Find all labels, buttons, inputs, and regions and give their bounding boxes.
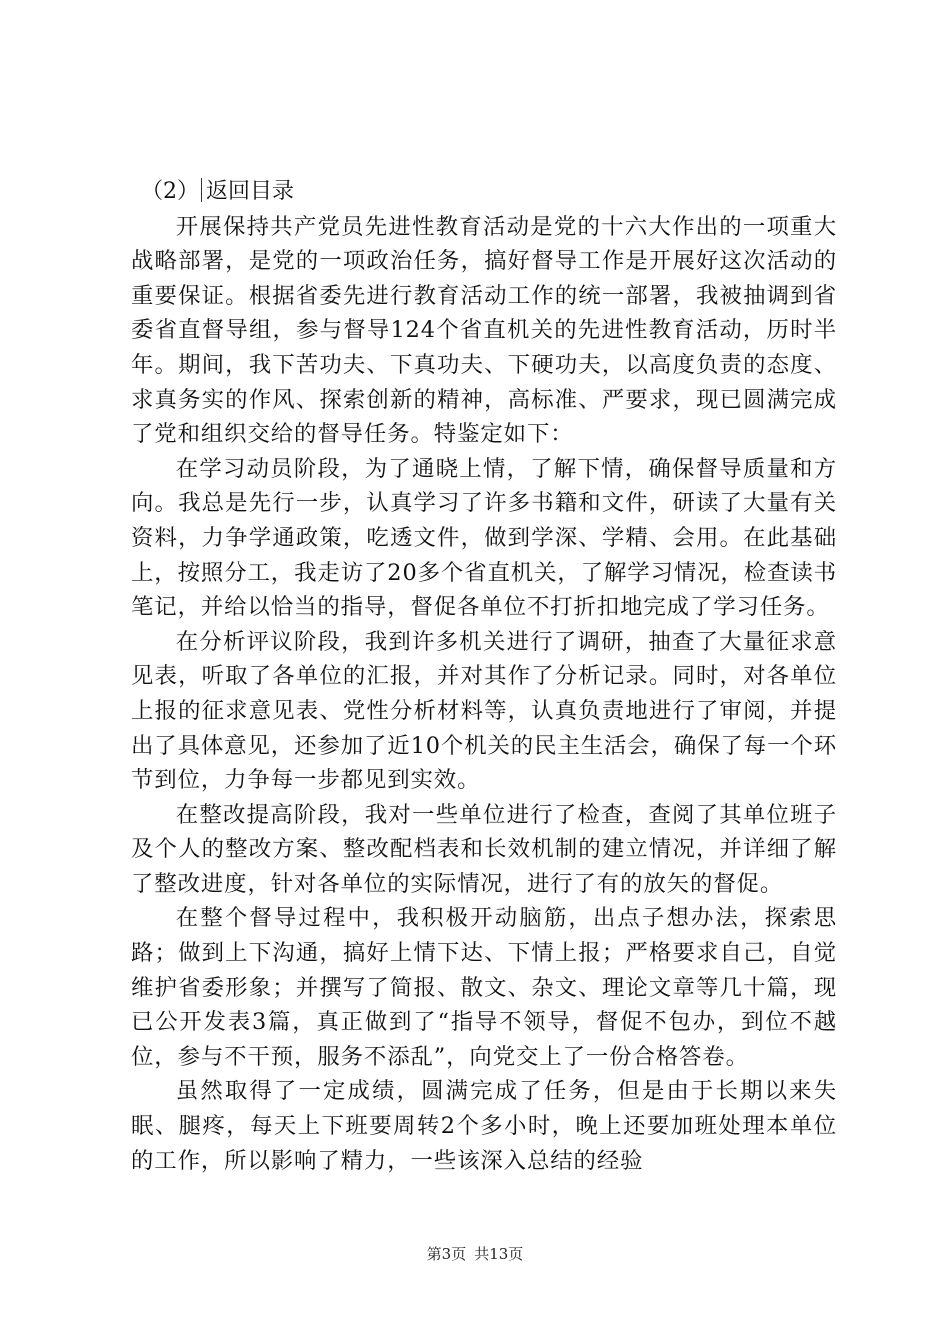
page-number: 第3页 (426, 1245, 467, 1263)
paragraph: 在整改提高阶段，我对一些单位进行了检查，查阅了其单位班子及个人的整改方案、整改配档表和长效机制的建立情况，并详细了解了整改进度，针对各单位的实际情况，进行了有的放矢的督促。 (131, 801, 837, 897)
paragraph: 在整个督导过程中，我积极开动脑筋，出点子想办法，探索思路；做到上下沟通，搞好上情下达、下情上报；严格要求自己，自觉维护省委形象；并撰写了简报、散文、杂文、理论文章等几十篇，现已公开发表3篇，真正做到了“指导不领导，督促不包办，到位不越位，参与不干预，服务不添乱”，向党交上了一份合格答卷。 (131, 905, 837, 1070)
text-cursor-divider (201, 178, 202, 202)
paragraph: 开展保持共产党员先进性教育活动是党的十六大作出的一项重大战略部署，是党的一项政治任务，搞好督导工作是开展好这次活动的重要保证。根据省委先进行教育活动工作的统一部署，我被抽调到省委省直督导组，参与督导124个省直机关的先进性教育活动，历时半年。期间，我下苦功夫、下真功夫、下硬功夫，以高度负责的态度、求真务实的作风、探索创新的精神，高标准、严要求，现已圆满完成了党和组织交给的督导任务。特鉴定如下： (131, 213, 837, 448)
section-number: （2） (141, 179, 199, 204)
page-footer (0, 1243, 950, 1264)
document-body (131, 175, 837, 1178)
section-heading (141, 175, 837, 210)
paragraph: 在分析评议阶段，我到许多机关进行了调研，抽查了大量征求意见表，听取了各单位的汇报，并对其作了分析记录。同时，对各单位上报的征求意见表、党性分析材料等，认真负责地进行了审阅，并提出了具体意见，还参加了近10个机关的民主生活会，确保了每一个环节到位，力争每一步都见到实效。 (131, 628, 837, 794)
paragraph: 虽然取得了一定成绩，圆满完成了任务，但是由于长期以来失眠、腿疼，每天上下班要周转2个多小时，晚上还要加班处理本单位的工作，所以影响了精力，一些该深入总结的经验 (131, 1078, 837, 1174)
page-total: 共13页 (474, 1245, 524, 1263)
back-to-toc-link[interactable]: 返回目录 (206, 179, 295, 204)
paragraph: 在学习动员阶段，为了通晓上情，了解下情，确保督导质量和方向。我总是先行一步，认真学习了许多书籍和文件，研读了大量有关资料，力争学通政策，吃透文件，做到学深、学精、会用。在此基础上，按照分工，我走访了20多个省直机关，了解学习情况，检查读书笔记，并给以恰当的指导，督促各单位不打折扣地完成了学习任务。 (131, 455, 837, 621)
